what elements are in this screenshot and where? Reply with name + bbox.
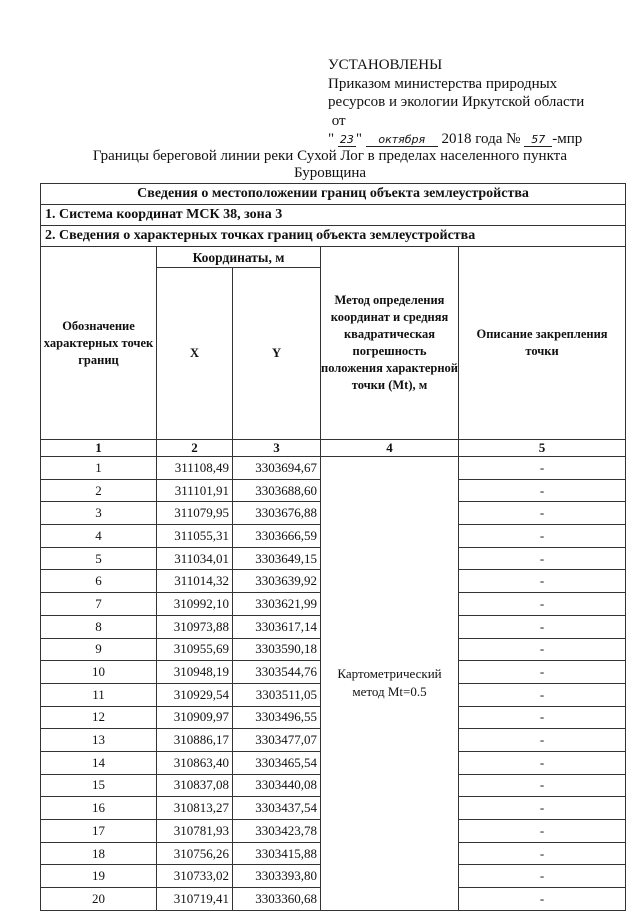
point-number: 2 (41, 479, 157, 502)
approval-line-1: Приказом министерства природных (328, 75, 558, 92)
point-description: - (459, 729, 626, 752)
point-number: 19 (41, 865, 157, 888)
coord-y: 3303511,05 (233, 683, 321, 706)
point-number: 14 (41, 751, 157, 774)
coord-x: 310719,41 (157, 888, 233, 911)
col-number: 5 (459, 440, 626, 457)
header-method: Метод определения координат и средняя квадратическая погрешность положения характерной точки (Mt), м (321, 247, 459, 440)
approval-block (328, 56, 584, 149)
coord-y: 3303465,54 (233, 751, 321, 774)
coord-x: 311101,91 (157, 479, 233, 502)
coord-x: 310781,93 (157, 820, 233, 843)
section-title-row (41, 184, 626, 205)
approval-suffix: -мпр (552, 131, 583, 147)
coord-x: 311055,31 (157, 525, 233, 548)
header-row-1 (41, 247, 626, 268)
coord-x: 310973,88 (157, 615, 233, 638)
coord-y: 3303423,78 (233, 820, 321, 843)
approval-date-line (328, 130, 584, 149)
point-description: - (459, 683, 626, 706)
coord-y: 3303360,68 (233, 888, 321, 911)
point-description: - (459, 774, 626, 797)
approval-year: 2018 года № (441, 131, 521, 147)
title-line-1: Границы береговой линии реки Сухой Лог в пределах населенного пункта (92, 148, 568, 164)
point-description: - (459, 751, 626, 774)
coord-x: 310863,40 (157, 751, 233, 774)
header-y: Y (233, 268, 321, 440)
coord-system: 1. Система координат МСК 38, зона 3 (41, 205, 626, 226)
quote-open: " (328, 131, 335, 147)
header-x: X (157, 268, 233, 440)
point-description: - (459, 457, 626, 480)
point-description: - (459, 638, 626, 661)
point-number: 18 (41, 842, 157, 865)
coord-x: 310955,69 (157, 638, 233, 661)
points-title-row (41, 226, 626, 247)
point-number: 3 (41, 502, 157, 525)
quote-close: " (355, 131, 362, 147)
coord-y: 3303393,80 (233, 865, 321, 888)
coord-x: 310837,08 (157, 774, 233, 797)
point-description: - (459, 547, 626, 570)
approval-line-3 (328, 112, 584, 131)
column-numbers-row (41, 440, 626, 457)
coord-y: 3303496,55 (233, 706, 321, 729)
coord-x: 310992,10 (157, 593, 233, 616)
coord-y: 3303649,15 (233, 547, 321, 570)
coord-x: 310909,97 (157, 706, 233, 729)
point-description: - (459, 865, 626, 888)
boundary-table (40, 183, 626, 911)
points-title: 2. Сведения о характерных точках границ объекта землеустройства (41, 226, 626, 247)
coord-x: 311108,49 (157, 457, 233, 480)
coord-y: 3303590,18 (233, 638, 321, 661)
coord-x: 310813,27 (157, 797, 233, 820)
coord-y: 3303676,88 (233, 502, 321, 525)
point-number: 20 (41, 888, 157, 911)
coord-y: 3303477,07 (233, 729, 321, 752)
point-number: 9 (41, 638, 157, 661)
coord-x: 310756,26 (157, 842, 233, 865)
approval-from: от (331, 112, 346, 129)
table-row (41, 457, 626, 480)
point-description: - (459, 615, 626, 638)
document-title (40, 148, 620, 182)
coord-y: 3303666,59 (233, 525, 321, 548)
coord-y: 3303639,92 (233, 570, 321, 593)
header-coordinates: Координаты, м (157, 247, 321, 268)
point-description: - (459, 479, 626, 502)
point-number: 11 (41, 683, 157, 706)
coord-y: 3303415,88 (233, 842, 321, 865)
coord-y: 3303621,99 (233, 593, 321, 616)
header-description: Описание закрепления точки (459, 247, 626, 440)
point-description: - (459, 706, 626, 729)
approval-number: 57 (531, 133, 546, 146)
point-number: 13 (41, 729, 157, 752)
coord-system-row (41, 205, 626, 226)
approval-day: 23 (339, 133, 354, 146)
method-value: Картометрический метод Mt=0.5 (337, 666, 442, 700)
col-number: 4 (321, 440, 459, 457)
coord-x: 311034,01 (157, 547, 233, 570)
title-line-2: Буровщина (293, 165, 367, 181)
point-description: - (459, 661, 626, 684)
col-number: 1 (41, 440, 157, 457)
method-cell (321, 457, 459, 911)
point-number: 6 (41, 570, 157, 593)
coord-y: 3303688,60 (233, 479, 321, 502)
point-description: - (459, 502, 626, 525)
approval-month: октября (378, 133, 426, 146)
point-number: 15 (41, 774, 157, 797)
header-designation: Обозначение характерных точек границ (41, 247, 157, 440)
coord-x: 310886,17 (157, 729, 233, 752)
coord-y: 3303437,54 (233, 797, 321, 820)
approval-line-2: ресурсов и экологии Иркутской области (328, 94, 585, 110)
point-description: - (459, 820, 626, 843)
coord-y: 3303694,67 (233, 457, 321, 480)
coord-y: 3303617,14 (233, 615, 321, 638)
point-number: 4 (41, 525, 157, 548)
col-number: 3 (233, 440, 321, 457)
point-description: - (459, 525, 626, 548)
point-number: 7 (41, 593, 157, 616)
point-description: - (459, 842, 626, 865)
point-number: 10 (41, 661, 157, 684)
point-number: 17 (41, 820, 157, 843)
point-description: - (459, 570, 626, 593)
point-number: 12 (41, 706, 157, 729)
point-number: 16 (41, 797, 157, 820)
point-number: 5 (41, 547, 157, 570)
col-number: 2 (157, 440, 233, 457)
coord-x: 310929,54 (157, 683, 233, 706)
approval-heading: УСТАНОВЛЕНЫ (328, 57, 443, 73)
point-description: - (459, 797, 626, 820)
coord-x: 310733,02 (157, 865, 233, 888)
coord-x: 311079,95 (157, 502, 233, 525)
coord-y: 3303440,08 (233, 774, 321, 797)
point-number: 8 (41, 615, 157, 638)
section-title: Сведения о местоположении границ объекта землеустройства (41, 184, 626, 205)
point-number: 1 (41, 457, 157, 480)
coord-y: 3303544,76 (233, 661, 321, 684)
point-description: - (459, 888, 626, 911)
point-description: - (459, 593, 626, 616)
coord-x: 310948,19 (157, 661, 233, 684)
coord-x: 311014,32 (157, 570, 233, 593)
